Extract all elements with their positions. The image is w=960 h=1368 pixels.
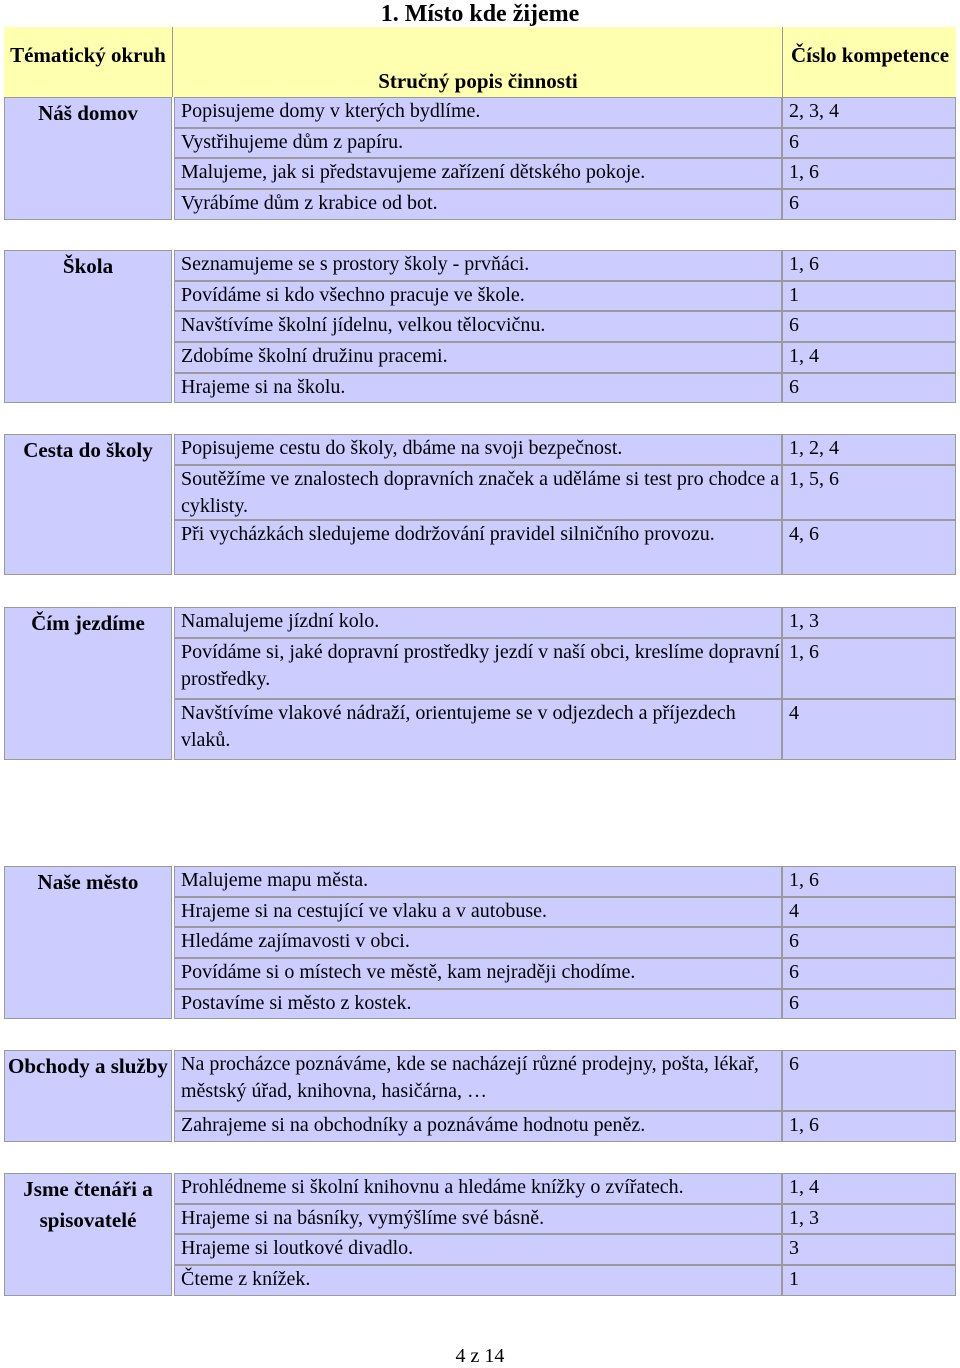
activity-description: Postavíme si město z kostek. — [174, 989, 782, 1019]
table-row — [174, 699, 956, 760]
activity-description: Čteme z knížek. — [174, 1265, 782, 1296]
section-block — [4, 97, 956, 220]
competence-number: 6 — [782, 311, 956, 342]
section-topic: Jsme čtenáři a spisovatelé — [4, 1173, 172, 1296]
competence-number: 1 — [782, 1265, 956, 1296]
competence-number: 4, 6 — [782, 520, 956, 575]
section-topic: Obchody a služby — [4, 1050, 172, 1142]
section-topic: Naše město — [4, 866, 172, 1019]
table-row — [174, 250, 956, 281]
table-row — [174, 97, 956, 128]
competence-number: 6 — [782, 989, 956, 1019]
table-row — [174, 638, 956, 699]
activity-description: Hrajeme si na básníky, vymýšlíme své básně. — [174, 1204, 782, 1234]
table-row — [174, 1050, 956, 1111]
activity-description: Hrajeme si na cestující ve vlaku a v autobuse. — [174, 897, 782, 927]
competence-number: 6 — [782, 1050, 956, 1111]
competence-number: 1, 3 — [782, 607, 956, 638]
activity-description: Vystřihujeme dům z papíru. — [174, 128, 782, 158]
activity-description: Popisujeme domy v kterých bydlíme. — [174, 97, 782, 128]
section-block — [4, 1173, 956, 1296]
activity-description: Vyrábíme dům z krabice od bot. — [174, 189, 782, 220]
section-topic: Čím jezdíme — [4, 607, 172, 760]
header-competence: Číslo kompetence — [790, 43, 950, 67]
activity-description: Namalujeme jízdní kolo. — [174, 607, 782, 638]
table-row — [174, 607, 956, 638]
activity-description: Při vycházkách sledujeme dodržování pravidel silničního provozu. — [174, 520, 782, 575]
competence-number: 1, 4 — [782, 342, 956, 373]
section-topic: Cesta do školy — [4, 434, 172, 575]
table-row — [174, 465, 956, 520]
competence-number: 6 — [782, 128, 956, 158]
section-block — [4, 607, 956, 760]
activity-description: Malujeme mapu města. — [174, 866, 782, 897]
table-row — [174, 434, 956, 465]
table-row — [174, 311, 956, 342]
activity-description: Navštívíme školní jídelnu, velkou tělocvičnu. — [174, 311, 782, 342]
competence-number: 4 — [782, 897, 956, 927]
activity-description: Seznamujeme se s prostory školy - prvňáci. — [174, 250, 782, 281]
section-block — [4, 1050, 956, 1142]
competence-number: 1, 5, 6 — [782, 465, 956, 520]
header-topic: Tématický okruh — [10, 43, 166, 67]
section-topic: Škola — [4, 250, 172, 403]
competence-number: 1 — [782, 281, 956, 311]
table-row — [174, 1173, 956, 1204]
page-number: 4 z 14 — [455, 1345, 505, 1367]
table-row — [174, 958, 956, 989]
competence-number: 6 — [782, 189, 956, 220]
table-header — [4, 27, 956, 97]
section-block — [4, 434, 956, 575]
section-topic: Náš domov — [4, 97, 172, 220]
table-row — [174, 1234, 956, 1265]
section-block — [4, 250, 956, 403]
competence-number: 4 — [782, 699, 956, 760]
activity-description: Soutěžíme ve znalostech dopravních značek a uděláme si test pro chodce a cyklisty. — [174, 465, 782, 520]
table-row — [174, 158, 956, 189]
activity-description: Hledáme zajímavosti v obci. — [174, 927, 782, 958]
table-row — [174, 1111, 956, 1142]
table-row — [174, 373, 956, 403]
section-block — [4, 866, 956, 1019]
competence-number: 1, 6 — [782, 866, 956, 897]
activity-description: Povídáme si, jaké dopravní prostředky jezdí v naší obci, kreslíme dopravní prostředky. — [174, 638, 782, 699]
activity-description: Zahrajeme si na obchodníky a poznáváme hodnotu peněz. — [174, 1111, 782, 1142]
activity-description: Hrajeme si na školu. — [174, 373, 782, 403]
activity-description: Povídáme si o místech ve městě, kam nejraději chodíme. — [174, 958, 782, 989]
activity-description: Zdobíme školní družinu pracemi. — [174, 342, 782, 373]
competence-number: 1, 6 — [782, 1111, 956, 1142]
table-row — [174, 897, 956, 927]
table-row — [174, 520, 956, 575]
table-row — [174, 189, 956, 220]
table-row — [174, 866, 956, 897]
table-row — [174, 281, 956, 311]
activity-description: Prohlédneme si školní knihovnu a hledáme knížky o zvířatech. — [174, 1173, 782, 1204]
competence-number: 6 — [782, 958, 956, 989]
table-row — [174, 1265, 956, 1296]
activity-description: Povídáme si kdo všechno pracuje ve škole. — [174, 281, 782, 311]
competence-number: 1, 3 — [782, 1204, 956, 1234]
page-title: 1. Místo kde žijeme — [380, 1, 580, 27]
competence-number: 3 — [782, 1234, 956, 1265]
activity-description: Na procházce poznáváme, kde se nacházejí různé prodejny, pošta, lékař, městský úřad, knihovna, hasičárna, … — [174, 1050, 782, 1111]
table-row — [174, 128, 956, 158]
competence-number: 1, 4 — [782, 1173, 956, 1204]
table-row — [174, 927, 956, 958]
competence-number: 2, 3, 4 — [782, 97, 956, 128]
competence-number: 1, 6 — [782, 638, 956, 699]
competence-number: 1, 6 — [782, 158, 956, 189]
activity-description: Popisujeme cestu do školy, dbáme na svoji bezpečnost. — [174, 434, 782, 465]
competence-number: 6 — [782, 927, 956, 958]
table-row — [174, 1204, 956, 1234]
activity-description: Hrajeme si loutkové divadlo. — [174, 1234, 782, 1265]
header-description: Stručný popis činnosti — [378, 69, 578, 93]
activity-description: Malujeme, jak si představujeme zařízení dětského pokoje. — [174, 158, 782, 189]
table-row — [174, 342, 956, 373]
competence-number: 6 — [782, 373, 956, 403]
table-row — [174, 989, 956, 1019]
activity-description: Navštívíme vlakové nádraží, orientujeme se v odjezdech a příjezdech vlaků. — [174, 699, 782, 760]
competence-number: 1, 6 — [782, 250, 956, 281]
competence-number: 1, 2, 4 — [782, 434, 956, 465]
